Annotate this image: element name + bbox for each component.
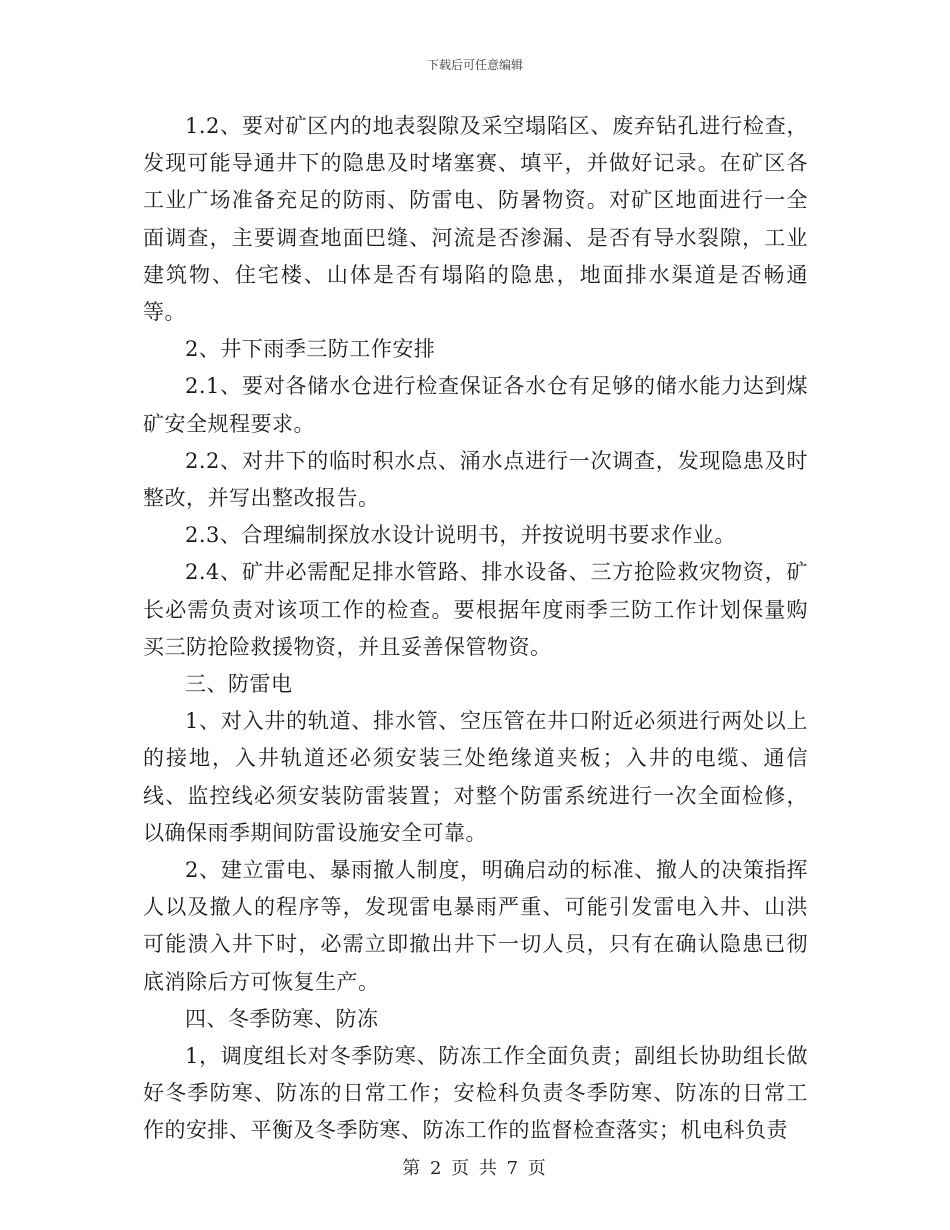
page-number-footer: 第 2 页 共 7 页 [402,1158,548,1179]
document-body [143,108,808,1150]
page-header-note: 下载后可任意编辑 [426,58,523,72]
paragraph-2-4: 2.4、矿井必需配足排水管路、排水设备、三方抢险救灾物资，矿长必需负责对该项工作的检查。要根据年度雨季三防工作计划保量购买三防抢险救援物资，并且妥善保管物资。 [143,560,808,659]
heading-lightning-protection: 三、防雷电 [185,672,293,697]
heading-underground-rainy-season: 2、井下雨季三防工作安排 [185,337,436,362]
paragraph-2-2: 2.2、对井下的临时积水点、涌水点进行一次调查，发现隐患及时整改，并写出整改报告。 [143,448,808,511]
paragraph-lightning-2: 2、建立雷电、暴雨撤人制度，明确启动的标准、撤人的决策指挥人以及撤人的程序等，发现雷电暴雨严重、可能引发雷电入井、山洪可能溃入井下时，必需立即撤出井下一切人员，只有在确认隐患已彻底消除后方可恢复生产。 [143,858,808,994]
paragraph-2-1: 2.1、要对各储水仓进行检查保证各水仓有足够的储水能力达到煤矿安全规程要求。 [143,374,808,436]
paragraph-1-2: 1.2、要对矿区内的地表裂隙及采空塌陷区、废弃钻孔进行检查，发现可能导通井下的隐患及时堵塞赛、填平，并做好记录。在矿区各工业广场准备充足的防雨、防雷电、防暑物资。对矿区地面进行一全面调查，主要调查地面巴缝、河流是否渗漏、是否有导水裂隙，工业建筑物、住宅楼、山体是否有塌陷的隐患，地面排水渠道是否畅通等。 [143,114,808,325]
paragraph-2-3: 2.3、合理编制探放水设计说明书，并按说明书要求作业。 [185,523,736,548]
heading-winter-protection: 四、冬季防寒、防冻 [185,1006,379,1031]
paragraph-winter-1: 1，调度组长对冬季防寒、防冻工作全面负责；副组长协助组长做好冬季防寒、防冻的日常工作；安检科负责冬季防寒、防冻的日常工作的安排、平衡及冬季防寒、防冻工作的监督检查落实；机电科负责 [143,1044,808,1143]
paragraph-lightning-1: 1、对入井的轨道、排水管、空压管在井口附近必须进行两处以上的接地，入井轨道还必须安装三处绝缘道夹板；入井的电缆、通信线、监控线必须安装防雷装置；对整个防雷系统进行一次全面检修，以确保雨季期间防雷设施安全可靠。 [143,709,808,845]
